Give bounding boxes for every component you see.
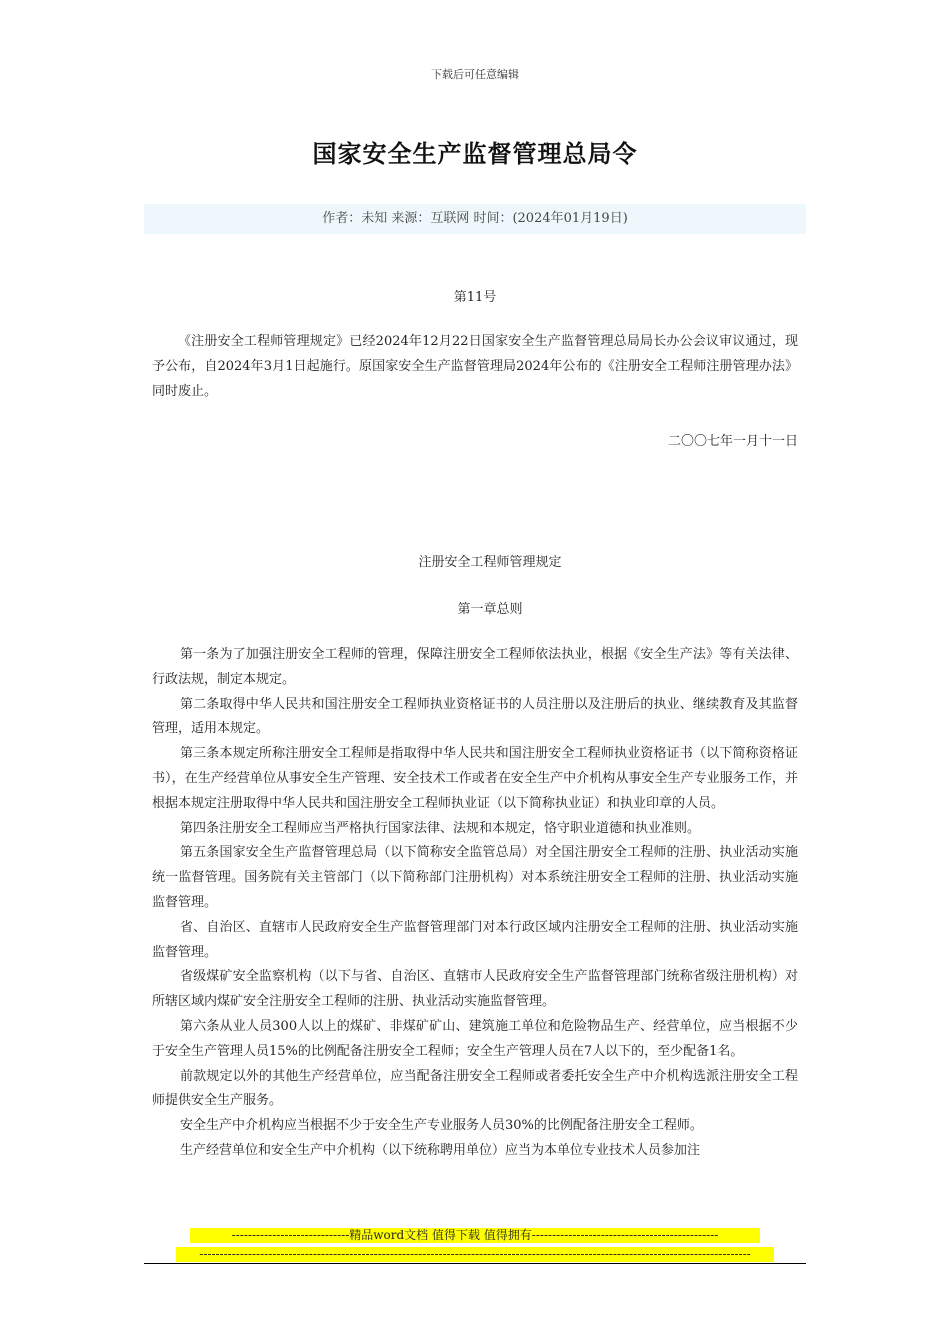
intro-paragraph-block [152,330,798,404]
article-paragraph: 省、自治区、直辖市人民政府安全生产监督管理部门对本行政区域内注册安全工程师的注册、执业活动实施监督管理。 [152,919,798,960]
order-number: 第11号 [453,290,497,305]
header-note: 下载后可任意编辑 [431,68,519,81]
meta-bar [144,204,806,234]
footer-divider [144,1263,806,1264]
article-paragraph: 第四条注册安全工程师应当严格执行国家法律、法规和本规定，恪守职业道德和执业准则。 [180,820,701,836]
footer-banner [0,1228,950,1266]
article-paragraph: 前款规定以外的其他生产经营单位，应当配备注册安全工程师或者委托安全生产中介机构选派注册安全工程师提供安全生产服务。 [152,1068,798,1109]
regulation-title: 注册安全工程师管理规定 [418,555,562,570]
article-paragraph: 生产经营单位和安全生产中介机构（以下统称聘用单位）应当为本单位专业技术人员参加注 [180,1142,701,1158]
articles-block [152,643,798,1164]
document-title: 国家安全生产监督管理总局令 [312,139,638,168]
chapter-heading: 第一章总则 [457,602,523,617]
article-paragraph: 第二条取得中华人民共和国注册安全工程师执业资格证书的人员注册以及注册后的执业、继续教育及其监督管理，适用本规定。 [152,696,798,737]
article-paragraph: 第三条本规定所称注册安全工程师是指取得中华人民共和国注册安全工程师执业资格证书（以下简称资格证书），在生产经营单位从事安全生产管理、安全技术工作或者在安全生产中介机构从事安全生产专业服务工作，并根据本规定注册取得中华人民共和国注册安全工程师执业证（以下简称执业证）和执业印章的人员。 [152,746,798,811]
intro-paragraph: 《注册安全工程师管理规定》已经2024年12月22日国家安全生产监督管理总局局长办公会议审议通过，现予公布，自2024年3月1日起施行。原国家安全生产监督管理局2024年公布的《注册安全工程师注册管理办法》同时废止。 [152,334,798,399]
footer-line-1: -----------------------------精品word文档 值得下载 值得拥有---------------------------------------------- [190,1228,760,1243]
footer-line-2: ---------------------------------------------------------------------------------------------------------------------------------------- [176,1247,774,1262]
article-paragraph: 安全生产中介机构应当根据不少于安全生产专业服务人员30%的比例配备注册安全工程师。 [180,1118,703,1134]
article-paragraph: 第六条从业人员300人以上的煤矿、非煤矿矿山、建筑施工单位和危险物品生产、经营单位，应当根据不少于安全生产管理人员15%的比例配备注册安全工程师；安全生产管理人员在7人以下的，至少配备1名。 [152,1018,798,1059]
article-paragraph: 省级煤矿安全监察机构（以下与省、自治区、直辖市人民政府安全生产监督管理部门统称省级注册机构）对所辖区域内煤矿安全注册安全工程师的注册、执业活动实施监督管理。 [152,969,798,1010]
meta-text: 作者：未知 来源：互联网 时间：(2024年01月19日) [322,211,628,226]
article-paragraph: 第五条国家安全生产监督管理总局（以下简称安全监管总局）对全国注册安全工程师的注册、执业活动实施统一监督管理。国务院有关主管部门（以下简称部门注册机构）对本系统注册安全工程师的注册、执业活动实施监督管理。 [152,845,798,910]
article-paragraph: 第一条为了加强注册安全工程师的管理，保障注册安全工程师依法执业，根据《安全生产法》等有关法律、行政法规，制定本规定。 [152,647,798,687]
issue-date: 二〇〇七年一月十一日 [667,434,798,449]
